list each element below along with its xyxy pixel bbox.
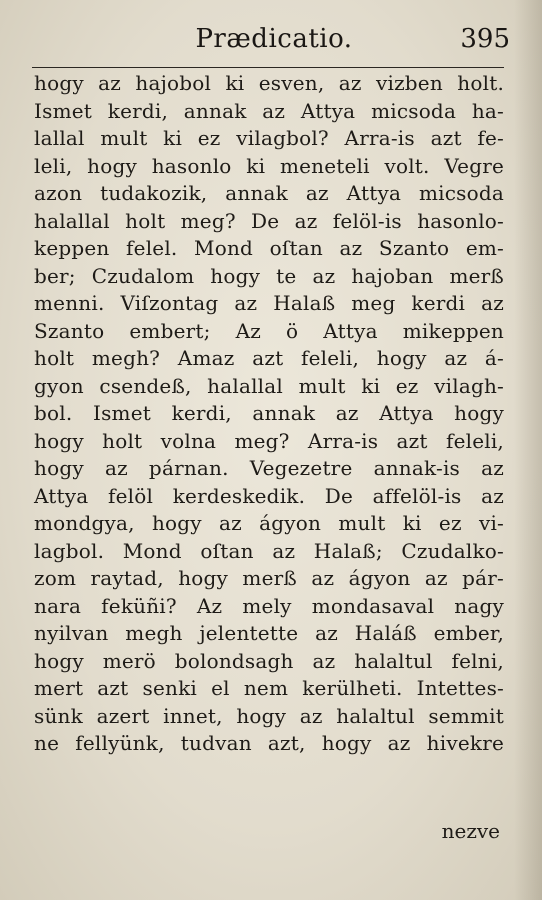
text-line: Ismet kerdi, annak az Attya micsoda ha- — [34, 98, 504, 123]
page-edge-shadow — [514, 0, 542, 900]
text-line: ne fellyünk, tudvan azt, hogy az hivekre — [34, 731, 504, 755]
header-rule — [32, 67, 504, 68]
text-line: Attya felöl kerdeskedik. De affelöl-is az — [34, 483, 504, 508]
body-text — [34, 70, 504, 758]
page-header — [30, 20, 518, 64]
text-line: holt megh? Amaz azt feleli, hogy az á- — [34, 346, 504, 370]
text-line: lagbol. Mond oſtan az Halaß; Czudalko- — [34, 538, 504, 563]
text-line: zom raytad, hogy merß az ágyon az pár- — [34, 566, 504, 590]
text-line: hogy az hajobol ki esven, az vizben holt. — [34, 71, 504, 95]
page-number: 395 — [460, 24, 510, 54]
catchword: nezve — [441, 819, 500, 843]
text-line: menni. Viſzontag az Halaß meg kerdi az — [34, 291, 504, 315]
text-line: bol. Ismet kerdi, annak az Attya hogy — [34, 401, 504, 425]
text-line: hogy az párnan. Vegezetre annak-is az — [34, 456, 504, 480]
text-line: mondgya, hogy az ágyon mult ki ez vi- — [34, 511, 504, 535]
text-line: lallal mult ki ez vilagbol? Arra-is azt fe- — [34, 126, 504, 150]
text-line: nyilvan megh jelentette az Haláß ember, — [34, 621, 504, 645]
text-line: halallal holt meg? De az felöl-is hasonlo- — [34, 208, 504, 233]
text-line: Szanto embert; Az ö Attya mikeppen — [34, 318, 504, 343]
text-line: leli, hogy hasonlo ki meneteli volt. Vegre — [34, 153, 504, 178]
running-title: Prædicatio. — [195, 24, 353, 54]
text-line: hogy holt volna meg? Arra-is azt feleli, — [34, 428, 504, 453]
text-line: keppen felel. Mond oſtan az Szanto em- — [34, 236, 504, 260]
text-line: sünk azert innet, hogy az halaltul semmit — [34, 703, 504, 728]
text-line: azon tudakozik, annak az Attya micsoda — [34, 181, 504, 205]
text-line: mert azt senki el nem kerülheti. Intettes- — [34, 676, 504, 700]
text-line: ber; Czudalom hogy te az hajoban merß — [34, 263, 504, 288]
text-line: gyon csendeß, halallal mult ki ez vilagh- — [34, 373, 504, 398]
text-line: nara feküñi? Az mely mondasaval nagy — [34, 593, 504, 618]
text-line: hogy merö bolondsagh az halaltul felni, — [34, 648, 504, 673]
